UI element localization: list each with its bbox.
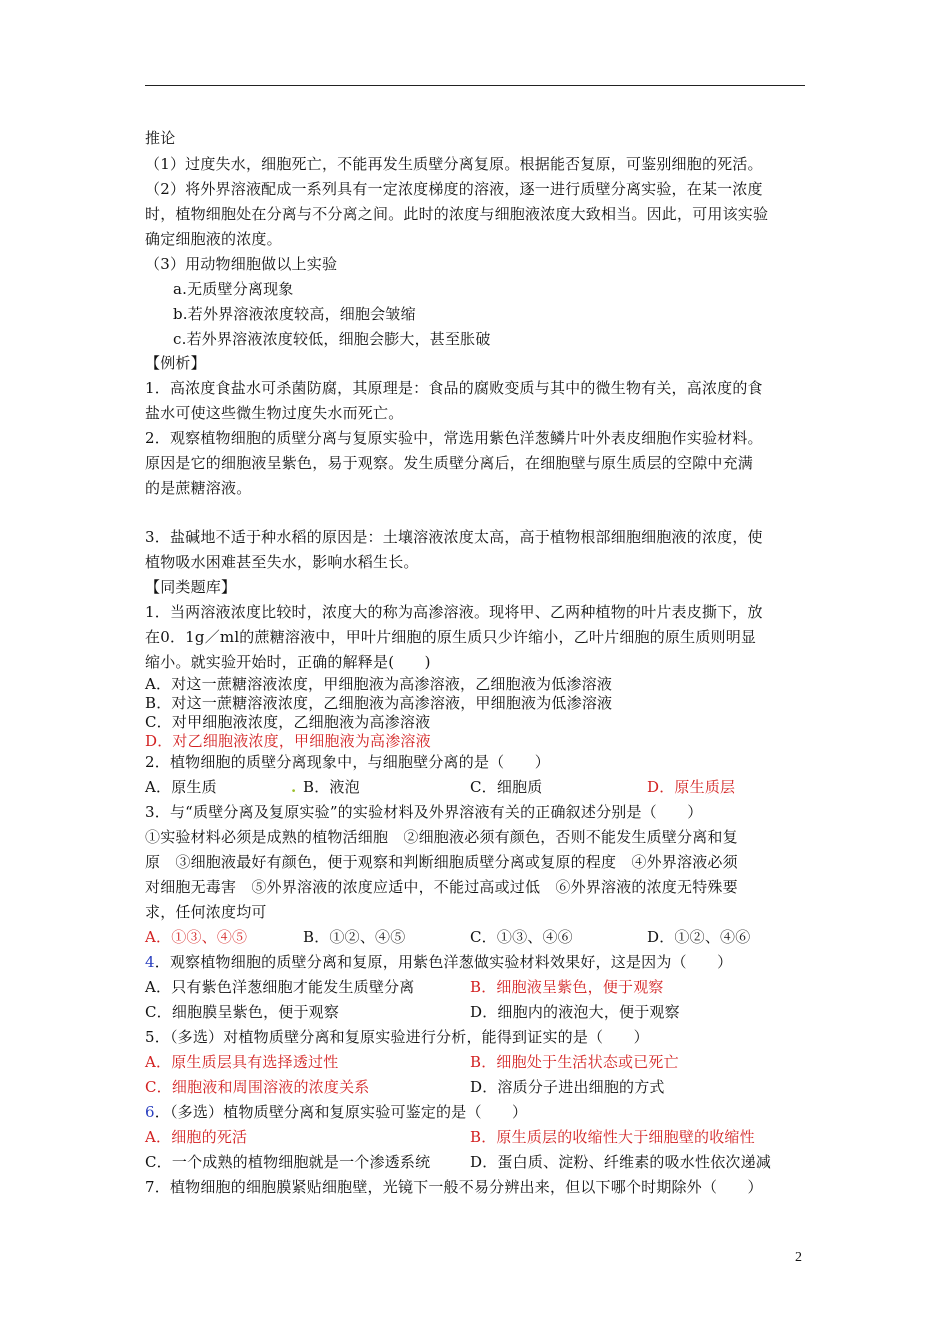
q1-option-d: D．对乙细胞液浓度，甲细胞液为高渗溶液: [145, 732, 431, 750]
q4-option-b: B．细胞液呈紫色，便于观察: [470, 978, 664, 996]
header-rule: [145, 85, 805, 86]
q2-option-a: A．原生质: [145, 778, 217, 796]
q3-line: 对细胞无毒害 ⑤外界溶液的浓度应适中，不能过高或过低 ⑥外界溶液的浓度无特殊要: [145, 878, 738, 896]
q3-option-a: A．①③、④⑤: [145, 928, 248, 946]
q4-option-c: C．细胞膜呈紫色，便于观察: [145, 1003, 340, 1021]
q1-option-b: B．对这一蔗糖溶液浓度，乙细胞液为高渗溶液，甲细胞液为低渗溶液: [145, 694, 613, 712]
q5-option-c: C．细胞液和周围溶液的浓度关系: [145, 1078, 370, 1096]
heading-inference: 推论: [145, 129, 176, 147]
inference-line: 时，植物细胞处在分离与不分离之间。此时的浓度与细胞液浓度大致相当。因此，可用该实验: [145, 205, 769, 223]
heading-examples: 【例析】: [145, 354, 206, 372]
q1-stem: 在0．1g／ml的蔗糖溶液中，甲叶片细胞的原生质只少许缩小，乙叶片细胞的原生质则明显: [145, 628, 757, 646]
heading-question-bank: 【同类题库】: [145, 578, 237, 596]
inference-line: （1）过度失水，细胞死亡，不能再发生质壁分离复原。根据能否复原，可鉴别细胞的死活。: [145, 155, 763, 173]
example-line: 盐水可使这些微生物过度失水而死亡。: [145, 404, 404, 422]
q4-option-d: D．细胞内的液泡大，便于观察: [470, 1003, 680, 1021]
example-line: 3．盐碱地不适于种水稻的原因是：土壤溶液浓度太高，高于植物根部细胞细胞液的浓度，使: [145, 528, 763, 546]
q4-stem: [145, 952, 732, 972]
q2-marker-dot: .: [291, 778, 297, 796]
example-line: 2．观察植物细胞的质壁分离与复原实验中，常选用紫色洋葱鳞片叶外表皮细胞作实验材料。: [145, 429, 763, 447]
example-line: 植物吸水困难甚至失水，影响水稻生长。: [145, 553, 419, 571]
q3-option-d: D．①②、④⑥: [647, 928, 751, 946]
page-number: 2: [795, 1250, 802, 1265]
q2-stem: 2．植物细胞的质壁分离现象中，与细胞壁分离的是（ ）: [145, 753, 550, 771]
q4-number: 4: [145, 953, 155, 971]
q2-option-d: D．原生质层: [647, 778, 736, 796]
q5-option-a: A．原生质层具有选择透过性: [145, 1053, 339, 1071]
q5-option-b: B．细胞处于生活状态或已死亡: [470, 1053, 679, 1071]
q3-line: 求，任何浓度均可: [145, 903, 267, 921]
q1-stem: 缩小。就实验开始时，正确的解释是( ): [145, 653, 431, 671]
q6-stem: [145, 1102, 527, 1122]
q2-option-b: B．液泡: [303, 778, 360, 796]
inference-line: 确定细胞液的浓度。: [145, 230, 282, 248]
example-line: 的是蔗糖溶液。: [145, 479, 252, 497]
q6-option-d: D．蛋白质、淀粉、纤维素的吸水性依次递减: [470, 1153, 772, 1171]
q5-option-d: D．溶质分子进出细胞的方式: [470, 1078, 665, 1096]
q1-option-a: A．对这一蔗糖溶液浓度，甲细胞液为高渗溶液，乙细胞液为低渗溶液: [145, 675, 613, 693]
q3-option-b: B．①②、④⑤: [303, 928, 406, 946]
q4-option-a: A．只有紫色洋葱细胞才能发生质壁分离: [145, 978, 415, 996]
q4-stem-text: ．观察植物细胞的质壁分离和复原，用紫色洋葱做实验材料效果好，这是因为（ ）: [154, 953, 733, 971]
q7-stem: 7．植物细胞的细胞膜紧贴细胞壁，光镜下一般不易分辨出来，但以下哪个时期除外（ ）: [145, 1178, 763, 1196]
q6-option-c: C．一个成熟的植物细胞就是一个渗透系统: [145, 1153, 431, 1171]
q2-option-c: C．细胞质: [470, 778, 543, 796]
inference-line: （3）用动物细胞做以上实验: [145, 255, 338, 273]
inference-line: （2）将外界溶液配成一系列具有一定浓度梯度的溶液，逐一进行质壁分离实验，在某一浓度: [145, 180, 763, 198]
inference-line: a.无质壁分离现象: [173, 280, 294, 298]
inference-line: b.若外界溶液浓度较高，细胞会皱缩: [173, 305, 416, 323]
q3-line: 原 ③细胞液最好有颜色，便于观察和判断细胞质壁分离或复原的程度 ④外界溶液必须: [145, 853, 738, 871]
q5-stem: 5．（多选）对植物质壁分离和复原实验进行分析，能得到证实的是（ ）: [145, 1028, 649, 1046]
q6-stem-text: ．（多选）植物质壁分离和复原实验可鉴定的是（ ）: [154, 1103, 528, 1121]
q6-number: 6: [145, 1103, 155, 1121]
example-line: 原因是它的细胞液呈紫色，易于观察。发生质壁分离后，在细胞壁与原生质层的空隙中充满: [145, 454, 754, 472]
q3-option-c: C．①③、④⑥: [470, 928, 573, 946]
q6-option-b: B．原生质层的收缩性大于细胞壁的收缩性: [470, 1128, 755, 1146]
q1-option-c: C．对甲细胞液浓度，乙细胞液为高渗溶液: [145, 713, 431, 731]
q6-option-a: A．细胞的死活: [145, 1128, 248, 1146]
q3-stem: 3．与“质壁分离及复原实验”的实验材料及外界溶液有关的正确叙述分别是（ ）: [145, 803, 703, 821]
q1-stem: 1．当两溶液浓度比较时，浓度大的称为高渗溶液。现将甲、乙两种植物的叶片表皮撕下，放: [145, 603, 763, 621]
q3-line: ①实验材料必须是成熟的植物活细胞 ②细胞液必须有颜色，否则不能发生质壁分离和复: [145, 828, 738, 846]
example-line: 1．高浓度食盐水可杀菌防腐，其原理是：食品的腐败变质与其中的微生物有关，高浓度的食: [145, 379, 763, 397]
inference-line: c.若外界溶液浓度较低，细胞会膨大，甚至胀破: [173, 330, 491, 348]
